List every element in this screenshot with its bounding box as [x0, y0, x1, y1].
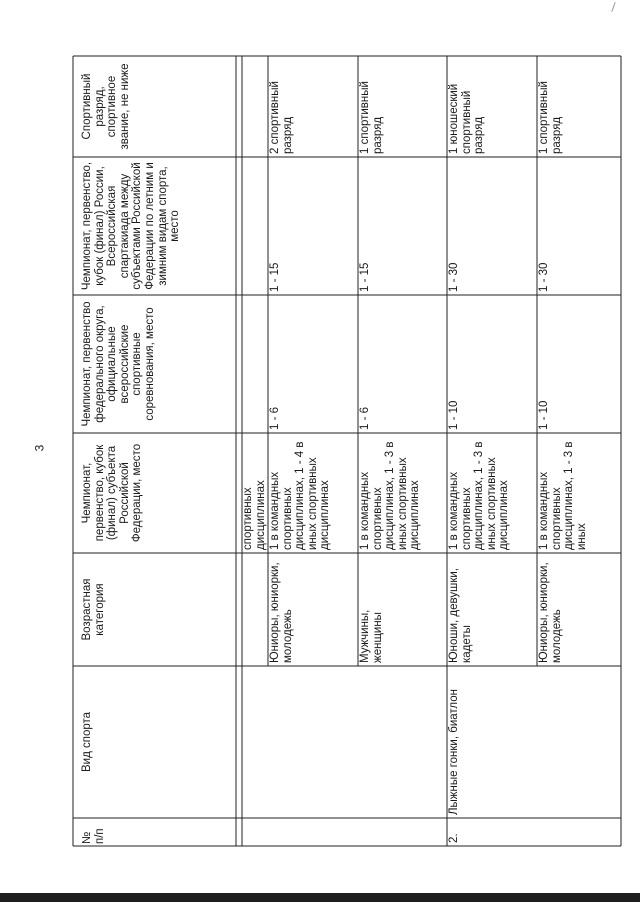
row1-rank: 2 спортивный разряд — [269, 81, 294, 154]
row4-regional: 1 в командных спортивных дисциплинах, 1 - 3 в иных — [538, 441, 588, 550]
scan-mark — [612, 0, 616, 14]
row2-national: 1 - 15 — [359, 262, 371, 292]
row2-federal: 1 - 6 — [359, 406, 371, 430]
row2-age: Мужчины, женщины — [359, 609, 384, 663]
row1-national: 1 - 15 — [269, 262, 281, 292]
row2-rank: 1 спортивный разряд — [359, 81, 384, 154]
scan-edge-bar — [0, 893, 640, 902]
header-federal: Чемпионат, первенство федерального округа, официальные всероссийские спортивные соревнования, место — [81, 301, 156, 427]
group2-num: 2. — [448, 833, 460, 843]
header-national: Чемпионат, первенство, кубок (финал) России, Всероссийская спартакиада между субъектами Российской Федерации по летним и зимним видам спорта, место — [81, 161, 182, 291]
row3-national: 1 - 30 — [448, 262, 460, 292]
row1-regional: 1 в командных спортивных дисциплинах, 1 - 4 в иных спортивных дисциплинах — [269, 441, 332, 550]
header-regional: Чемпионат, первенство, кубок (финал) субъекта Российской Федерации, место — [81, 443, 144, 543]
row3-regional: 1 в командных спортивных дисциплинах, 1 - 3 в иных спортивных дисциплинах — [448, 441, 511, 550]
row1-federal: 1 - 6 — [269, 406, 281, 430]
row4-age: Юниоры, юниорки, молодежь — [538, 562, 563, 663]
page-number: 3 — [32, 444, 47, 452]
row1-age: Юниоры, юниорки, молодежь — [269, 562, 294, 663]
row0-regional: спортивных дисциплинах — [242, 480, 267, 550]
header-sport: Вид спорта — [81, 711, 93, 773]
row3-age: Юноши, девушки, кадеты — [448, 568, 473, 663]
row2-regional: 1 в командных спортивных дисциплинах, 1 - 3 в иных спортивных дисциплинах — [359, 441, 422, 550]
header-age: Возрастная категория — [81, 578, 106, 641]
header-rank: Спортивный разряд, спортивное звание, не ниже — [81, 63, 131, 150]
row4-national: 1 - 30 — [538, 262, 550, 292]
row3-federal: 1 - 10 — [448, 400, 460, 430]
row3-rank: 1 юношеский спортивный разряд — [448, 83, 486, 154]
group2-sport: Лыжные гонки, биатлон — [448, 688, 460, 815]
row4-rank: 1 спортивный разряд — [538, 81, 563, 154]
row4-federal: 1 - 10 — [538, 400, 550, 430]
header-num: № п/п — [81, 828, 106, 844]
